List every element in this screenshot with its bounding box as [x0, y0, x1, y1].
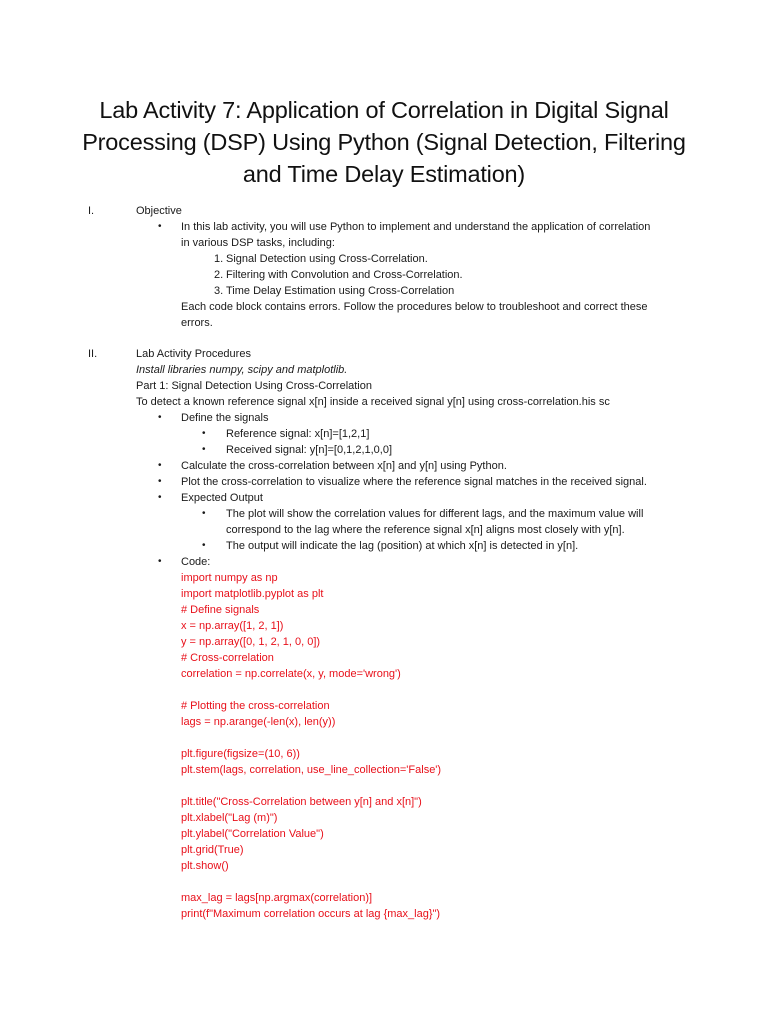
- code-line: y = np.array([0, 1, 2, 1, 0, 0]): [181, 636, 321, 648]
- code-line: max_lag = lags[np.argmax(correlation)]: [181, 892, 373, 904]
- section-2-heading: Lab Activity Procedures: [136, 348, 251, 360]
- code-line: correlation = np.correlate(x, y, mode='wrong'): [181, 668, 401, 680]
- objective-intro-line-1: In this lab activity, you will use Python to implement and understand the application of correlation: [181, 221, 651, 233]
- task-text-1: Signal Detection using Cross-Correlation.: [226, 253, 428, 265]
- code-line: plt.title("Cross-Correlation between y[n] and x[n]"): [181, 796, 422, 808]
- objective-note-line-2: errors.: [181, 317, 213, 329]
- task-text-3: Time Delay Estimation using Cross-Correlation: [226, 285, 455, 297]
- step-plot: Plot the cross-correlation to visualize where the reference signal matches in the received signal.: [181, 476, 647, 488]
- code-label: Code:: [181, 556, 211, 568]
- section-1-heading: Objective: [136, 205, 182, 217]
- reference-signal: Reference signal: x[n]=[1,2,1]: [226, 428, 370, 440]
- objective-note-line-1: Each code block contains errors. Follow the procedures below to troubleshoot and correct these: [181, 301, 648, 313]
- code-line: plt.figure(figsize=(10, 6)): [181, 748, 300, 760]
- bullet-icon: •: [158, 556, 162, 567]
- bullet-icon: •: [158, 476, 162, 487]
- title-line-1: Lab Activity 7: Application of Correlation in Digital Signal: [99, 97, 669, 123]
- bullet-icon: •: [202, 508, 206, 519]
- step-expected-output: Expected Output: [181, 492, 263, 504]
- code-line: # Plotting the cross-correlation: [181, 700, 330, 712]
- code-line: x = np.array([1, 2, 1]): [181, 620, 284, 632]
- code-line: plt.stem(lags, correlation, use_line_collection='False'): [181, 764, 442, 776]
- received-signal: Received signal: y[n]=[0,1,2,1,0,0]: [226, 444, 393, 456]
- code-line: print(f"Maximum correlation occurs at lag {max_lag}"): [181, 908, 441, 920]
- bullet-icon: •: [202, 540, 206, 551]
- step-calculate: Calculate the cross-correlation between x[n] and y[n] using Python.: [181, 460, 507, 472]
- code-line: # Cross-correlation: [181, 652, 274, 664]
- bullet-icon: •: [158, 460, 162, 471]
- task-text-2: Filtering with Convolution and Cross-Correlation.: [226, 269, 463, 281]
- expected-output-line-2: correspond to the lag where the reference signal x[n] aligns most closely with y[n].: [226, 524, 625, 536]
- title-line-3: and Time Delay Estimation): [242, 161, 526, 187]
- code-line: plt.xlabel("Lag (m)"): [181, 812, 278, 824]
- task-number-2: 2.: [214, 269, 224, 281]
- step-define-signals: Define the signals: [181, 412, 269, 424]
- bullet-icon: •: [202, 444, 206, 455]
- bullet-icon: •: [202, 428, 206, 439]
- section-1-numeral: I.: [88, 205, 95, 217]
- expected-output-line-3: The output will indicate the lag (position) at which x[n] is detected in y[n].: [226, 540, 579, 552]
- code-line: lags = np.arange(-len(x), len(y)): [181, 716, 336, 728]
- title-line-2: Processing (DSP) Using Python (Signal Detection, Filtering: [82, 129, 686, 155]
- code-line: plt.grid(True): [181, 844, 244, 856]
- code-line: # Define signals: [181, 604, 260, 616]
- task-number-1: 1.: [214, 253, 224, 265]
- bullet-icon: •: [158, 221, 162, 232]
- code-line: import matplotlib.pyplot as plt: [181, 588, 324, 600]
- code-line: import numpy as np: [181, 572, 278, 584]
- bullet-icon: •: [158, 492, 162, 503]
- part-1-heading: Part 1: Signal Detection Using Cross-Correlation: [136, 380, 372, 392]
- code-line: plt.ylabel("Correlation Value"): [181, 828, 324, 840]
- document-title: [60, 94, 708, 190]
- bullet-icon: •: [158, 412, 162, 423]
- part-1-goal: To detect a known reference signal x[n] inside a received signal y[n] using cross-correlation.his sc: [136, 396, 610, 408]
- code-line: plt.show(): [181, 860, 229, 872]
- objective-intro-line-2: in various DSP tasks, including:: [181, 237, 335, 249]
- section-2-numeral: II.: [88, 348, 98, 360]
- task-number-3: 3.: [214, 285, 224, 297]
- install-note: Install libraries numpy, scipy and matplotlib.: [136, 364, 348, 376]
- expected-output-line-1: The plot will show the correlation values for different lags, and the maximum value will: [226, 508, 644, 520]
